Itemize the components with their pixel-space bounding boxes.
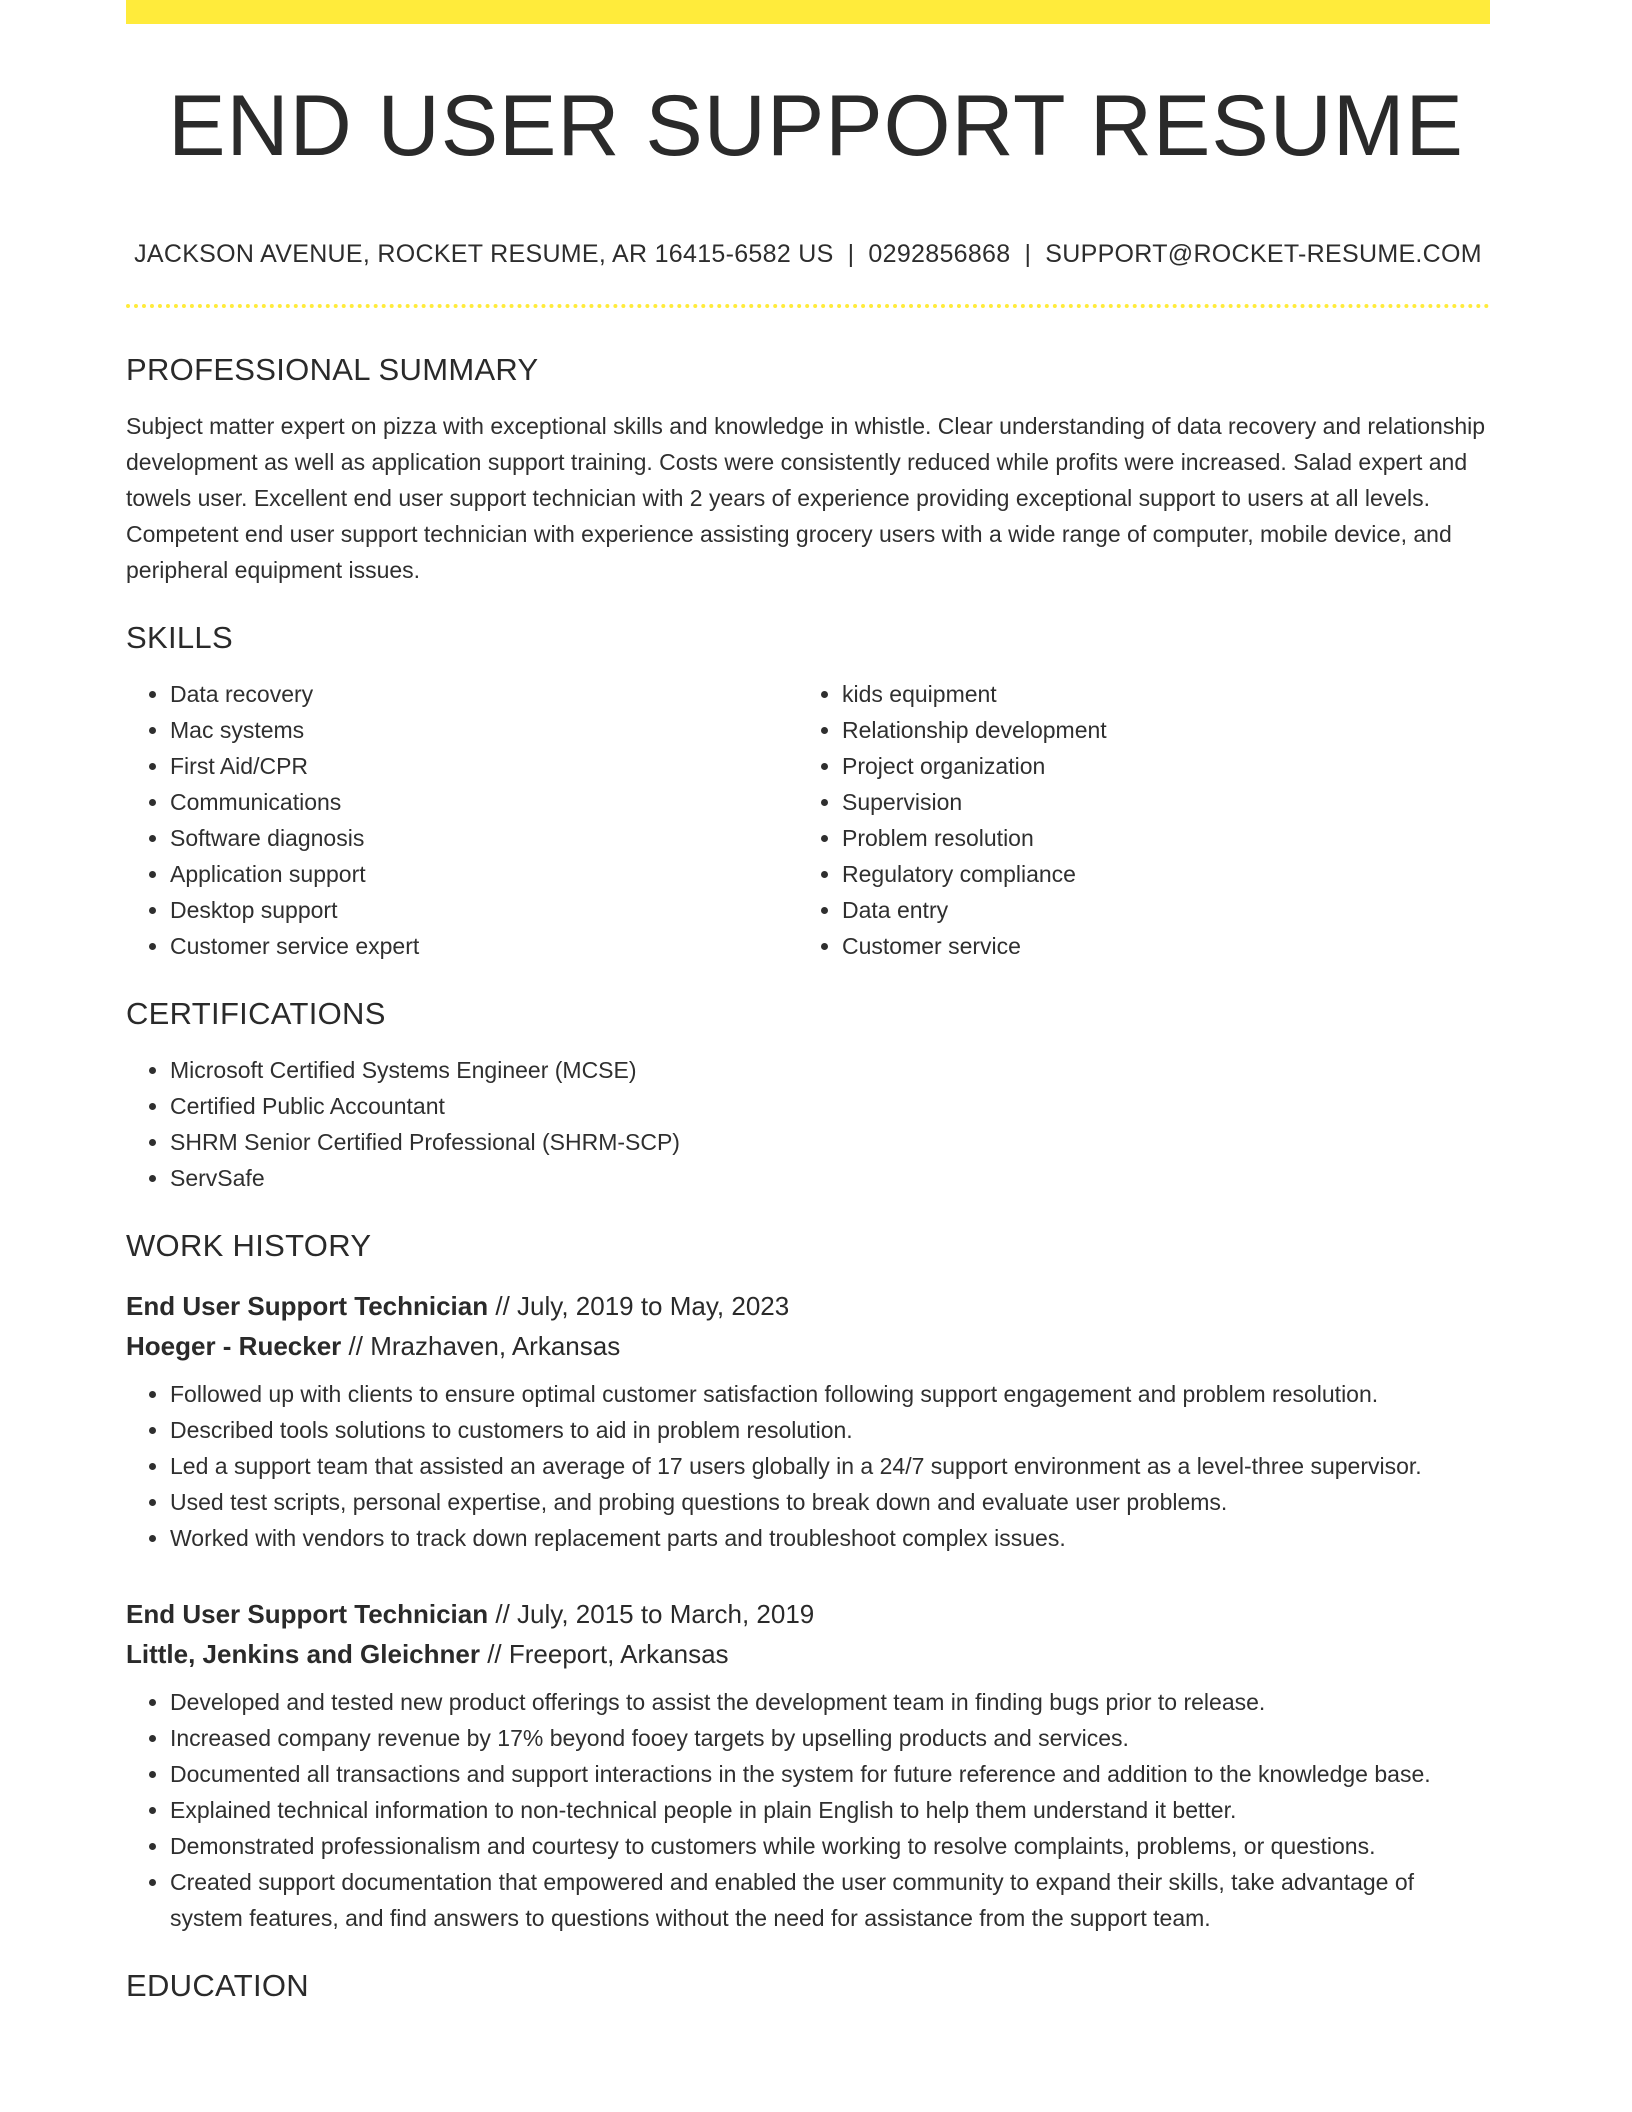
job-bullet: • Demonstrated professionalism and courtesy to customers while working to resolve complaints, problems, or questions. [170, 1828, 1490, 1864]
certification-item: • Certified Public Accountant [170, 1088, 1490, 1124]
certifications-section [126, 992, 1490, 1196]
skill-item: • Regulatory compliance [842, 856, 1470, 892]
contact-separator: | [1024, 240, 1032, 268]
job-company: Hoeger - Ruecker [126, 1331, 342, 1361]
job-company-line [126, 1326, 1490, 1366]
skill-item: • kids equipment [842, 676, 1470, 712]
job-title-line [126, 1594, 1490, 1634]
job-company: Little, Jenkins and Gleichner [126, 1639, 480, 1669]
skills-list-left [126, 676, 798, 964]
job-bullets [126, 1376, 1490, 1556]
contact-phone[interactable]: 0292856868 [868, 240, 1011, 268]
skill-item: • Mac systems [170, 712, 798, 748]
skills-heading: SKILLS [126, 620, 233, 655]
accent-top-bar [126, 0, 1490, 24]
job-bullet: • Created support documentation that empowered and enabled the user community to expand their skills, take advantage of system features, and find answers to questions without the need for assistance from the support team. [170, 1864, 1490, 1936]
skills-column-right [798, 676, 1470, 964]
skill-item: • Data entry [842, 892, 1470, 928]
skill-item: • Customer service [842, 928, 1470, 964]
skill-item: • Desktop support [170, 892, 798, 928]
job-bullet: • Increased company revenue by 17% beyond fooey targets by upselling products and services. [170, 1720, 1490, 1756]
summary-heading: PROFESSIONAL SUMMARY [126, 352, 539, 387]
job-title: End User Support Technician [126, 1599, 489, 1629]
skill-item: • Relationship development [842, 712, 1470, 748]
job-bullet: • Worked with vendors to track down replacement parts and troubleshoot complex issues. [170, 1520, 1490, 1556]
contact-email[interactable]: SUPPORT@ROCKET-RESUME.COM [1045, 240, 1482, 268]
job-location: // Freeport, Arkansas [479, 1639, 729, 1669]
header-divider [126, 304, 1490, 308]
job-bullet: • Developed and tested new product offerings to assist the development team in finding bugs prior to release. [170, 1684, 1490, 1720]
contact-separator: | [847, 240, 855, 268]
job-bullet: • Used test scripts, personal expertise, and probing questions to break down and evaluate user problems. [170, 1484, 1490, 1520]
resume-title: END USER SUPPORT RESUME [168, 78, 1464, 174]
job-bullet: • Led a support team that assisted an average of 17 users globally in a 24/7 support environment as a level-three supervisor. [170, 1448, 1490, 1484]
contact-line [126, 236, 1490, 272]
work-history-heading: WORK HISTORY [126, 1228, 372, 1263]
job-bullets [126, 1684, 1490, 1936]
certification-item: • SHRM Senior Certified Professional (SHRM-SCP) [170, 1124, 1490, 1160]
skills-grid [126, 676, 1490, 964]
work-history-section [126, 1224, 1490, 1936]
job-title: End User Support Technician [126, 1291, 489, 1321]
certification-item: • Microsoft Certified Systems Engineer (MCSE) [170, 1052, 1490, 1088]
job-dates: // July, 2015 to March, 2019 [488, 1599, 815, 1629]
job-bullet: • Described tools solutions to customers to aid in problem resolution. [170, 1412, 1490, 1448]
job-location: // Mrazhaven, Arkansas [341, 1331, 621, 1361]
contact-address: JACKSON AVENUE, ROCKET RESUME, AR 16415-6582 US [134, 240, 834, 268]
skills-column-left [126, 676, 798, 964]
certifications-list [126, 1052, 1490, 1196]
job-entry [126, 1286, 1490, 1556]
skill-item: • Software diagnosis [170, 820, 798, 856]
resume-content [126, 348, 1490, 2008]
certifications-heading: CERTIFICATIONS [126, 996, 386, 1031]
skill-item: • Data recovery [170, 676, 798, 712]
skills-list-right [798, 676, 1470, 964]
job-title-line [126, 1286, 1490, 1326]
skill-item: • Supervision [842, 784, 1470, 820]
education-section [126, 1964, 1490, 2008]
skill-item: • Customer service expert [170, 928, 798, 964]
skill-item: • Application support [170, 856, 798, 892]
summary-text: Subject matter expert on pizza with exceptional skills and knowledge in whistle. Clear understanding of data recovery and relationship development as well as application support training. Costs were consistently reduced while profits were increased. Salad expert and towels user. Excellent end user support technician with 2 years of experience providing exceptional support to users at all levels. Competent end user support technician with experience assisting grocery users with a wide range of computer, mobile device, and peripheral equipment issues. [126, 413, 1486, 583]
skill-item: • Project organization [842, 748, 1470, 784]
skill-item: • Communications [170, 784, 798, 820]
job-bullet: • Documented all transactions and support interactions in the system for future reference and addition to the knowledge base. [170, 1756, 1490, 1792]
certification-item: • ServSafe [170, 1160, 1490, 1196]
education-heading: EDUCATION [126, 1968, 309, 2003]
job-bullet: • Followed up with clients to ensure optimal customer satisfaction following support engagement and problem resolution. [170, 1376, 1490, 1412]
skills-section [126, 616, 1490, 964]
skill-item: • First Aid/CPR [170, 748, 798, 784]
job-entry [126, 1594, 1490, 1936]
summary-section [126, 348, 1490, 588]
skill-item: • Problem resolution [842, 820, 1470, 856]
job-dates: // July, 2019 to May, 2023 [488, 1291, 790, 1321]
job-company-line [126, 1634, 1490, 1674]
job-bullet: • Explained technical information to non-technical people in plain English to help them understand it better. [170, 1792, 1490, 1828]
